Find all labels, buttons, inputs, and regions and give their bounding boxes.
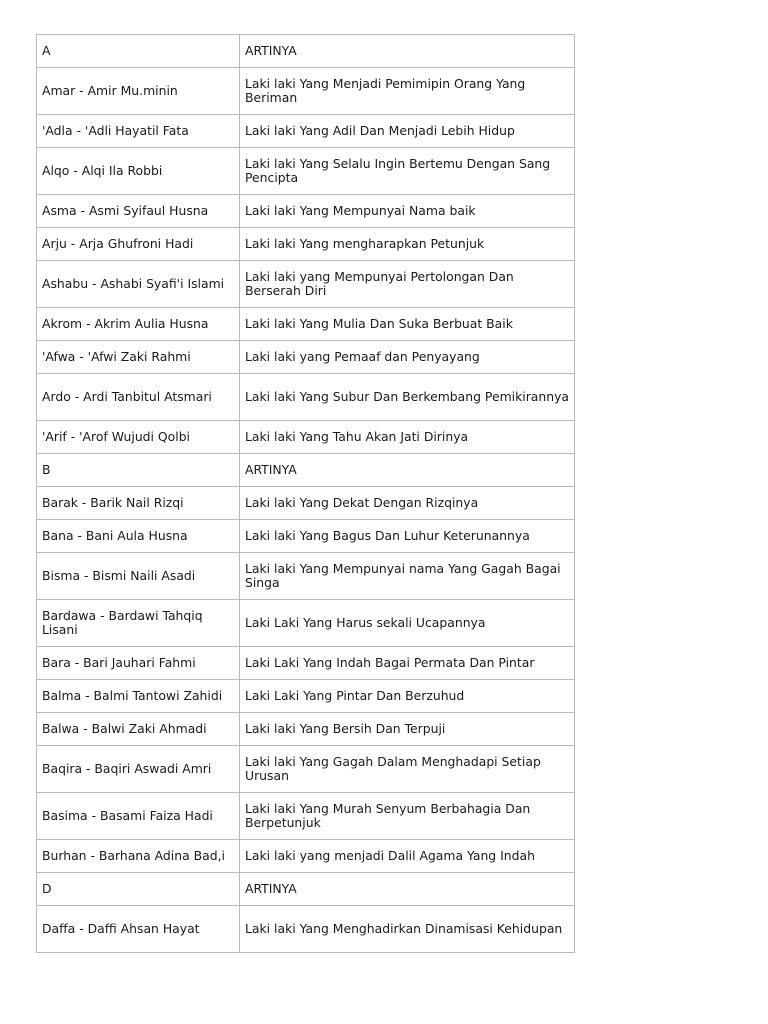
name-cell: Burhan - Barhana Adina Bad,i bbox=[37, 840, 240, 873]
table-body bbox=[37, 35, 575, 953]
table-row bbox=[37, 454, 575, 487]
meaning-cell: Laki laki yang menjadi Dalil Agama Yang Indah bbox=[240, 840, 575, 873]
table-row bbox=[37, 680, 575, 713]
table-row bbox=[37, 308, 575, 341]
name-cell: A bbox=[37, 35, 240, 68]
table-row bbox=[37, 746, 575, 793]
meaning-cell: Laki Laki Yang Indah Bagai Permata Dan Pintar bbox=[240, 647, 575, 680]
meaning-cell: Laki laki Yang mengharapkan Petunjuk bbox=[240, 228, 575, 261]
names-meaning-table bbox=[36, 34, 575, 953]
meaning-cell: Laki Laki Yang Harus sekali Ucapannya bbox=[240, 600, 575, 647]
name-cell: Arju - Arja Ghufroni Hadi bbox=[37, 228, 240, 261]
table-row bbox=[37, 374, 575, 421]
table-row bbox=[37, 647, 575, 680]
table-row bbox=[37, 553, 575, 600]
meaning-cell: Laki laki Yang Tahu Akan Jati Dirinya bbox=[240, 421, 575, 454]
name-cell: Bisma - Bismi Naili Asadi bbox=[37, 553, 240, 600]
meaning-cell: Laki laki Yang Dekat Dengan Rizqinya bbox=[240, 487, 575, 520]
table-row bbox=[37, 840, 575, 873]
meaning-cell: Laki laki Yang Mempunyai nama Yang Gagah Bagai Singa bbox=[240, 553, 575, 600]
table-row bbox=[37, 600, 575, 647]
table-row bbox=[37, 115, 575, 148]
name-cell: Balma - Balmi Tantowi Zahidi bbox=[37, 680, 240, 713]
table-row bbox=[37, 873, 575, 906]
name-cell: Akrom - Akrim Aulia Husna bbox=[37, 308, 240, 341]
name-cell: Daffa - Daffi Ahsan Hayat bbox=[37, 906, 240, 953]
meaning-cell: Laki laki Yang Gagah Dalam Menghadapi Setiap Urusan bbox=[240, 746, 575, 793]
meaning-cell: Laki laki yang Pemaaf dan Penyayang bbox=[240, 341, 575, 374]
table-row bbox=[37, 228, 575, 261]
meaning-cell: Laki laki Yang Subur Dan Berkembang Pemikirannya bbox=[240, 374, 575, 421]
table-row bbox=[37, 906, 575, 953]
meaning-cell: Laki laki Yang Mempunyai Nama baik bbox=[240, 195, 575, 228]
table-row bbox=[37, 520, 575, 553]
name-cell: 'Arif - 'Arof Wujudi Qolbi bbox=[37, 421, 240, 454]
name-cell: Amar - Amir Mu.minin bbox=[37, 68, 240, 115]
table-row bbox=[37, 793, 575, 840]
meaning-cell: ARTINYA bbox=[240, 873, 575, 906]
meaning-cell: Laki laki Yang Selalu Ingin Bertemu Dengan Sang Pencipta bbox=[240, 148, 575, 195]
meaning-cell: Laki laki Yang Bersih Dan Terpuji bbox=[240, 713, 575, 746]
table-row bbox=[37, 68, 575, 115]
table-row bbox=[37, 713, 575, 746]
name-cell: 'Adla - 'Adli Hayatil Fata bbox=[37, 115, 240, 148]
name-cell: Asma - Asmi Syifaul Husna bbox=[37, 195, 240, 228]
name-cell: Ardo - Ardi Tanbitul Atsmari bbox=[37, 374, 240, 421]
meaning-cell: Laki laki Yang Adil Dan Menjadi Lebih Hidup bbox=[240, 115, 575, 148]
name-cell: Bana - Bani Aula Husna bbox=[37, 520, 240, 553]
meaning-cell: Laki laki Yang Menjadi Pemimipin Orang Yang Beriman bbox=[240, 68, 575, 115]
meaning-cell: Laki laki Yang Murah Senyum Berbahagia Dan Berpetunjuk bbox=[240, 793, 575, 840]
meaning-cell: Laki laki Yang Menghadirkan Dinamisasi Kehidupan bbox=[240, 906, 575, 953]
name-cell: 'Afwa - 'Afwi Zaki Rahmi bbox=[37, 341, 240, 374]
table-row bbox=[37, 35, 575, 68]
table-row bbox=[37, 195, 575, 228]
meaning-cell: Laki Laki Yang Pintar Dan Berzuhud bbox=[240, 680, 575, 713]
name-cell: Barak - Barik Nail Rizqi bbox=[37, 487, 240, 520]
name-cell: D bbox=[37, 873, 240, 906]
table-row bbox=[37, 341, 575, 374]
name-cell: Baqira - Baqiri Aswadi Amri bbox=[37, 746, 240, 793]
table-row bbox=[37, 148, 575, 195]
meaning-cell: ARTINYA bbox=[240, 35, 575, 68]
name-cell: Ashabu - Ashabi Syafi'i Islami bbox=[37, 261, 240, 308]
meaning-cell: Laki laki yang Mempunyai Pertolongan Dan Berserah Diri bbox=[240, 261, 575, 308]
name-cell: Bara - Bari Jauhari Fahmi bbox=[37, 647, 240, 680]
meaning-cell: ARTINYA bbox=[240, 454, 575, 487]
table-row bbox=[37, 261, 575, 308]
table-row bbox=[37, 487, 575, 520]
table-row bbox=[37, 421, 575, 454]
meaning-cell: Laki laki Yang Mulia Dan Suka Berbuat Baik bbox=[240, 308, 575, 341]
name-cell: Balwa - Balwi Zaki Ahmadi bbox=[37, 713, 240, 746]
name-cell: Basima - Basami Faiza Hadi bbox=[37, 793, 240, 840]
name-cell: B bbox=[37, 454, 240, 487]
name-cell: Alqo - Alqi Ila Robbi bbox=[37, 148, 240, 195]
name-cell: Bardawa - Bardawi Tahqiq Lisani bbox=[37, 600, 240, 647]
meaning-cell: Laki laki Yang Bagus Dan Luhur Keterunannya bbox=[240, 520, 575, 553]
